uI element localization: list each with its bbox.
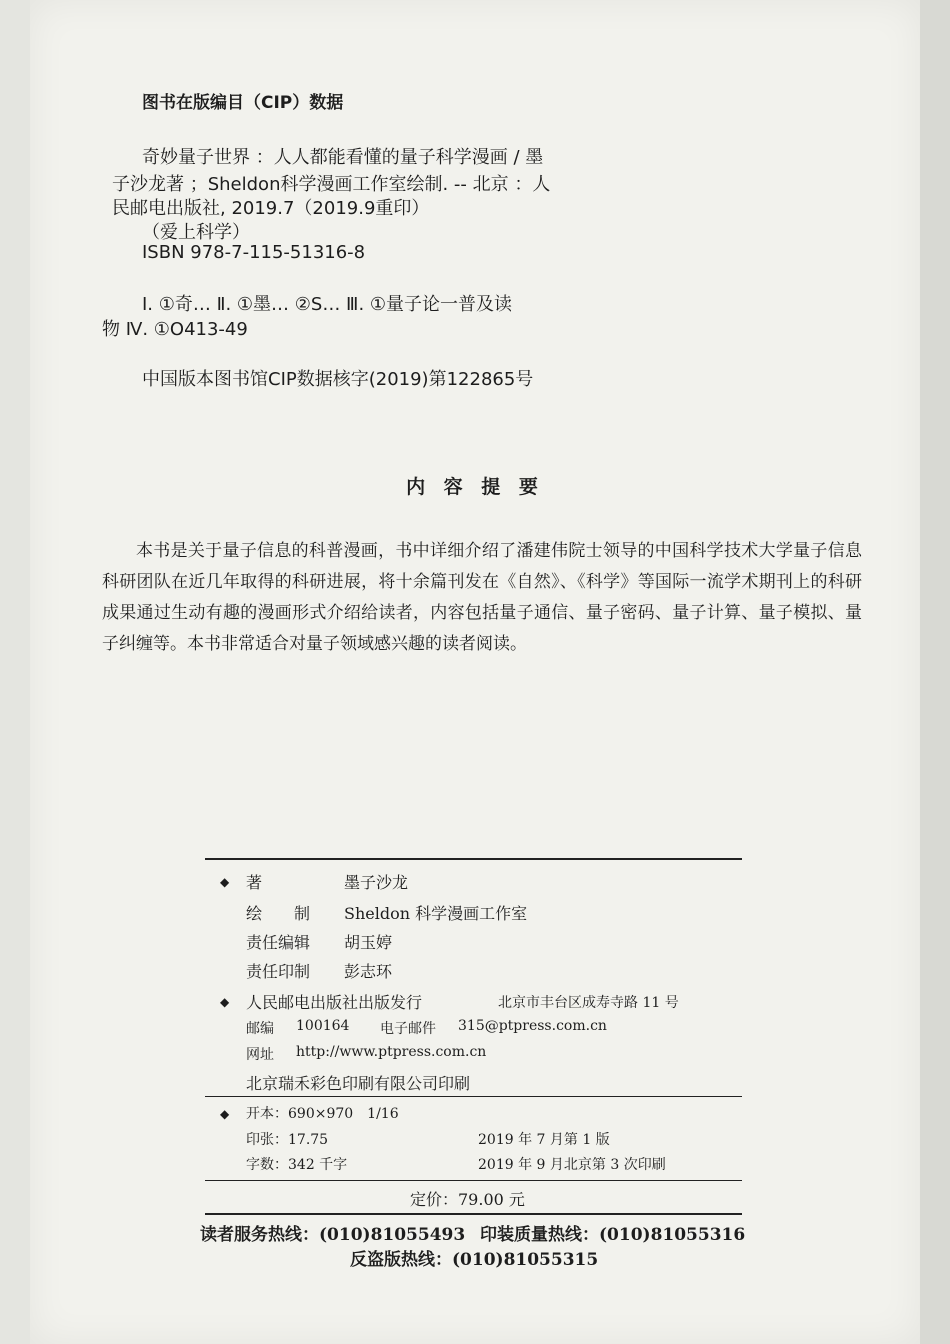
divider-price-top: [205, 1180, 742, 1181]
author-value: 墨子沙龙: [344, 873, 409, 892]
cip-classification-2: 物 Ⅳ. ①O413-49: [102, 319, 248, 340]
cip-classification-1: Ⅰ. ①奇… Ⅱ. ①墨… ②S… Ⅲ. ①量子论一普及读: [142, 294, 513, 315]
bullet-diamond-icon: ◆: [220, 995, 230, 1009]
bullet-diamond-icon: ◆: [220, 875, 230, 889]
edition-info: 2019 年 7 月第 1 版: [478, 1132, 610, 1148]
bullet-diamond-icon: ◆: [220, 1107, 230, 1121]
cip-record-number: 中国版本图书馆CIP数据核字(2019)第122865号: [142, 369, 534, 390]
illustrator-label: 绘 制: [246, 904, 311, 923]
reader-service-hotline: 读者服务热线：(010)81055493: [200, 1225, 466, 1245]
cip-line-2: 子沙龙著 ；Sheldon科学漫画工作室绘制. -- 北京 ：人: [112, 174, 551, 195]
divider-middle: [205, 1096, 742, 1097]
printing-label: 责任印制: [246, 962, 311, 981]
summary-body: 本书是关于量子信息的科普漫画，书中详细介绍了潘建伟院士领导的中国科学技术大学量子信息科研团队在近几年取得的科研进展，将十余篇刊发在《自然》、《科学》等国际一流学术期刊上的科研成果通过生动有趣的漫画形式介绍给读者，内容包括量子通信、量子密码、量子计算、量子模拟、量子纠缠等。本书非常适合对量子领域感兴趣的读者阅读。: [102, 541, 862, 654]
word-count: 字数：342 千字: [246, 1157, 348, 1173]
cip-series: （爱上科学）: [142, 222, 250, 243]
website-link[interactable]: http://www.ptpress.com.cn: [296, 1044, 487, 1060]
price: 定价：79.00 元: [410, 1190, 525, 1209]
cip-line-1: 奇妙量子世界 ：人人都能看懂的量子科学漫画 / 墨: [142, 147, 544, 168]
format-spec: 开本：690×970 1/16: [246, 1106, 399, 1122]
publisher-address: 北京市丰台区成寿寺路 11 号: [498, 995, 679, 1011]
page-edge: [920, 0, 950, 1344]
printing-value: 彭志环: [344, 962, 393, 981]
anti-piracy-hotline: 反盗版热线：(010)81055315: [350, 1250, 599, 1270]
publisher-name: 人民邮电出版社出版发行: [246, 993, 423, 1012]
print-run-info: 2019 年 9 月北京第 3 次印刷: [478, 1157, 666, 1173]
website-label: 网址: [246, 1047, 274, 1063]
illustrator-value: Sheldon 科学漫画工作室: [344, 904, 528, 923]
cip-isbn: ISBN 978-7-115-51316-8: [142, 242, 366, 263]
sheets-spec: 印张：17.75: [246, 1132, 329, 1148]
email-value[interactable]: 315@ptpress.com.cn: [458, 1018, 607, 1034]
author-label: 著: [246, 873, 263, 892]
summary-title: 内 容 提 要: [406, 476, 544, 498]
printer-name: 北京瑞禾彩色印刷有限公司印刷: [246, 1074, 471, 1093]
quality-hotline: 印装质量热线：(010)81055316: [480, 1225, 746, 1245]
cip-title: 图书在版编目（CIP）数据: [142, 93, 344, 113]
divider-top: [205, 858, 742, 860]
divider-bottom: [205, 1213, 742, 1215]
email-label: 电子邮件: [380, 1021, 436, 1037]
postcode-label: 邮编: [246, 1021, 274, 1037]
editor-label: 责任编辑: [246, 933, 311, 952]
postcode-value: 100164: [296, 1018, 350, 1034]
cip-line-3: 民邮电出版社, 2019.7（2019.9重印）: [112, 198, 430, 219]
editor-value: 胡玉婷: [344, 933, 393, 952]
